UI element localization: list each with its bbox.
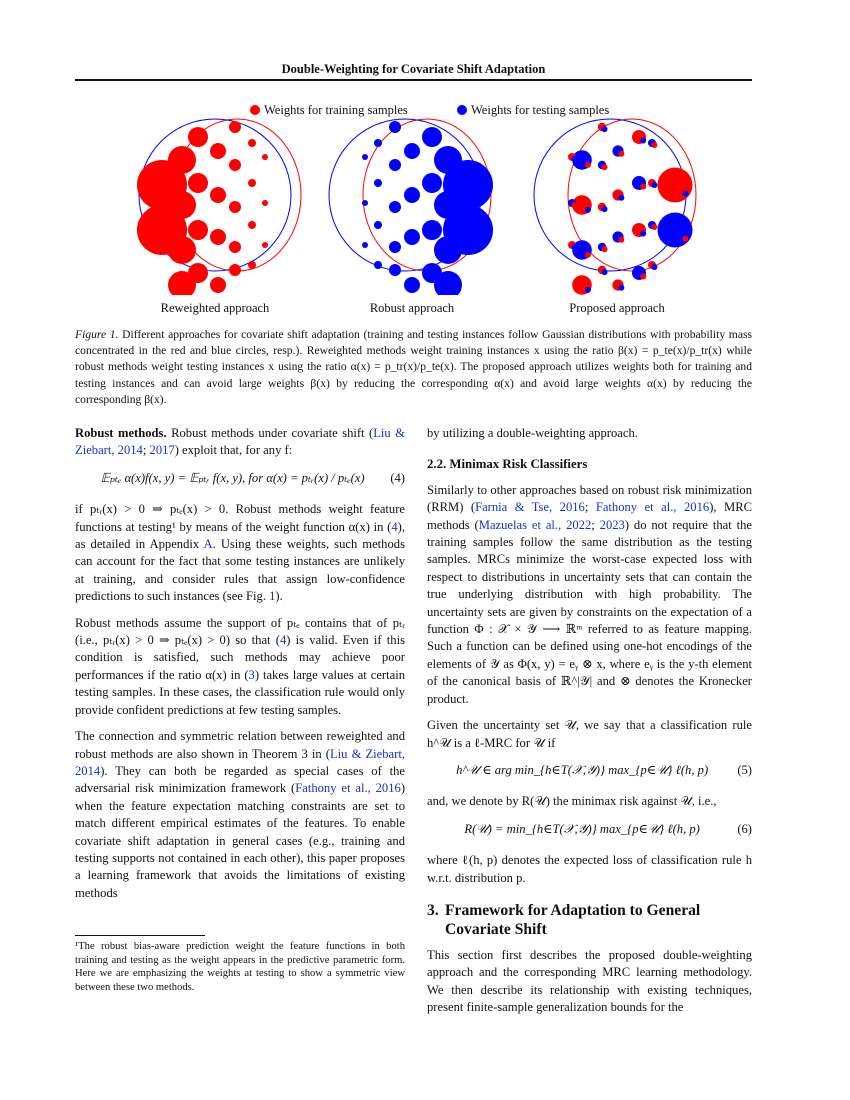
citation-link[interactable]: Liu & Ziebart, 2014 — [75, 426, 405, 458]
text-run: ) do not require that the training samples follow the same distribution as the testing samples. MRCs minimize the worst-case expected loss with respect to distributions in uncertainty sets that can contain the true underlying distribution with high probability. The uncertainty sets are given by constraints on the expectation of a function Φ : 𝒳 × 𝒴 ⟶ ℝᵐ referred to as feature mapping. Such a function can be defined using one-hot encodings of the elements of 𝒴 as Φ(x, y) = eᵧ ⊗ x, where eᵧ is the y-th element of the canonical basis of ℝ^|𝒴| and ⊗ denotes the Kronecker product. — [427, 517, 752, 706]
testing-weight-dot — [602, 269, 608, 275]
paragraph — [75, 728, 405, 902]
caption-text: Different approaches for covariate shift adaptation (training and testing instances follow Gaussian distributions with probability mass concentrated in the red and blue circles, resp.). Reweighted methods weight training instances x using the ratio β(x) = p_te(x)/p_tr(x) while robust methods weight testing instances x using the ratio α(x) = p_tr(x)/p_te(x). The proposed approach utilizes weights both for training and testing instances and can avoid large weights β(x) by reducing the corresponding α(x) and avoid large weights α(x) by reducing the corresponding β(x). — [75, 328, 752, 406]
testing-weight-dot — [618, 195, 624, 201]
testing-weight-dot — [404, 229, 420, 245]
equation-number: (5) — [737, 762, 752, 777]
running-head: Double-Weighting for Covariate Shift Adaptation — [281, 62, 546, 76]
caption-label: Figure 1. — [75, 328, 119, 341]
training-weight-dot — [262, 242, 268, 248]
training-weight-dot — [618, 151, 624, 157]
equation-body: 𝔼ₚₜₑ α(x)f(x, y) = 𝔼ₚₜᵣ f(x, y), for α(x) = pₜᵣ(x) / pₜₑ(x) — [100, 470, 365, 485]
citation-link[interactable]: Fathony et al., 2016 — [295, 781, 401, 796]
text-run: ; — [591, 517, 600, 532]
training-weight-dot — [618, 237, 624, 243]
testing-weight-dot — [374, 179, 382, 187]
equation-5 — [427, 762, 752, 779]
citation-link[interactable]: Fathony et al., 2016 — [595, 500, 710, 515]
section-heading-3 — [427, 901, 752, 939]
training-weight-dot — [585, 252, 591, 258]
training-weight-dot — [262, 154, 268, 160]
footnote: ¹The robust bias-aware prediction weight the feature functions in both training and testing as the weight appears in the predictive parametric form. Here we are emphasizing the weights at testing to show a symmetric view between these two methods. — [75, 941, 405, 993]
testing-weight-dot — [651, 182, 657, 188]
text-run: ) when the feature expectation matching constraints are set to match different empirical estimates of the features. To enable covariate shift adaptation in general cases (e.g., training and testing supports not contained in each other), this paper proposes a learning framework that avoids the limitations of existing methods — [75, 781, 406, 900]
training-weight-dot — [248, 179, 256, 187]
text-run: Given the uncertainty set 𝒰, we say that a classification rule h^𝒰 is a ℓ-MRC for 𝒰 if — [427, 718, 752, 750]
training-weight-dot — [571, 202, 577, 208]
text-run: ). — [275, 589, 283, 604]
citation-link[interactable]: 2023 — [599, 517, 625, 532]
text-run: ) is valid. Even if this condition is satisfied, such methods may achieve poor performances if the ratio α(x) in ( — [75, 633, 405, 682]
training-weight-dot — [229, 264, 241, 276]
citation-link[interactable]: Mazuelas et al., 2022 — [478, 517, 592, 532]
section-number: 3. — [427, 901, 439, 919]
training-weight-dot — [210, 187, 226, 203]
testing-weight-dot — [362, 242, 368, 248]
paragraph-heading: Robust methods. — [75, 426, 167, 440]
testing-weight-dot — [651, 264, 657, 270]
testing-weight-dot — [640, 231, 646, 237]
training-weight-dot — [248, 261, 256, 269]
citation-link[interactable]: 3 — [248, 667, 255, 682]
testing-weight-dot — [434, 146, 462, 174]
training-weight-dot — [658, 168, 693, 203]
training-weight-dot — [210, 277, 226, 293]
equation-body: h^𝒰 ∈ arg min_{h∈T(𝒳,𝒴)} max_{p∈𝒰} ℓ(h, p) — [456, 762, 709, 777]
citation-link[interactable]: 2017 — [149, 443, 175, 458]
equation-4 — [75, 470, 405, 487]
training-weight-dot — [168, 146, 196, 174]
testing-weight-dot — [683, 191, 689, 197]
testing-weight-dot — [658, 213, 693, 248]
text-run: where ℓ(h, p) denotes the expected loss of classification rule h w.r.t. distribution p. — [427, 853, 752, 885]
citation-link[interactable]: Farnia & Tse, 2016 — [475, 500, 585, 515]
testing-weight-dot — [389, 264, 401, 276]
paragraph — [427, 793, 752, 810]
testing-weight-dot — [571, 244, 577, 250]
text-run: ; — [584, 500, 596, 515]
text-run: ), as detailed in Appendix — [75, 519, 405, 552]
header-rule — [75, 79, 752, 81]
testing-weight-dot — [618, 285, 624, 291]
text-run: Robust methods under covariate shift ( — [166, 426, 374, 440]
testing-weight-dot — [374, 221, 382, 229]
training-weight-dot — [188, 127, 208, 147]
training-weight-dot — [248, 221, 256, 229]
section-title: Framework for Adaptation to General — [445, 901, 701, 919]
figure-1-illustration — [75, 95, 755, 295]
training-weight-dot — [210, 229, 226, 245]
testing-weight-dot — [585, 287, 591, 293]
panel-label-reweighted: Reweighted approach — [160, 301, 270, 315]
citation-link[interactable]: 4 — [391, 519, 398, 534]
testing-weight-dot — [374, 139, 382, 147]
text-run: ) exploit that, for any f: — [174, 443, 293, 458]
training-weight-dot — [188, 263, 208, 283]
text-run: The connection and symmetric relation between reweighted and robust methods are also shown in Theorem 3 in ( — [75, 729, 405, 761]
paragraph — [75, 615, 405, 719]
left-column — [75, 425, 405, 911]
testing-weight-dot — [389, 159, 401, 171]
training-weight-dot — [229, 121, 241, 133]
training-weight-dot — [651, 142, 657, 148]
text-run: ), MRC methods ( — [427, 500, 752, 532]
training-weight-dot — [262, 200, 268, 206]
text-run: ) takes large values at certain testing samples. In these cases, the classification rule would only provide confident predictions at few testing samples. — [75, 667, 405, 717]
equation-number: (6) — [737, 821, 752, 836]
paragraph — [427, 425, 752, 442]
text-run: This section first describes the proposed double-weighting approach and the corresponding MRC learning methodology. We then describe its relationship with existing techniques, present finite-sample generalization bounds for the — [427, 947, 752, 1015]
testing-weight-dot — [374, 261, 382, 269]
citation-link[interactable]: A — [203, 537, 213, 552]
right-column — [427, 425, 752, 1026]
testing-weight-dot — [404, 277, 420, 293]
section-heading-2-2: 2.2. Minimax Risk Classifiers — [427, 457, 588, 472]
citation-link[interactable]: 1 — [269, 589, 276, 604]
legend-label: Weights for training samples — [264, 103, 408, 117]
text-run: Robust methods assume the support of pₜₑ contains that of pₜᵣ (i.e., pₜᵣ(x) > 0 ⇒ pₜₑ(x) > 0) so that ( — [75, 615, 405, 648]
testing-weight-dot — [434, 191, 462, 219]
testing-weight-dot — [422, 263, 442, 283]
equation-number: (4) — [390, 470, 405, 485]
equation-body: R(𝒰) = min_{h∈T(𝒳,𝒴)} max_{p∈𝒰} ℓ(h, p) — [464, 821, 700, 836]
training-weight-dot — [683, 236, 689, 242]
training-weight-dot — [585, 162, 591, 168]
testing-weight-dot — [602, 126, 608, 132]
training-weight-dot — [651, 224, 657, 230]
training-weight-dot — [168, 236, 196, 264]
text-run: and, we denote by R(𝒰) the minimax risk against 𝒰, i.e., — [427, 794, 717, 809]
citation-link[interactable]: Liu & Ziebart, 2014 — [75, 746, 405, 778]
training-weight-dot — [210, 143, 226, 159]
figure-caption — [75, 327, 752, 408]
text-run: Similarly to other approaches based on robust risk minimization (RRM) ( — [427, 482, 752, 515]
paragraph — [75, 501, 405, 605]
training-weight-dot — [229, 201, 241, 213]
testing-weight-dot — [640, 138, 646, 144]
paragraph — [427, 852, 752, 887]
testing-weight-dot — [389, 121, 401, 133]
testing-weight-dot — [422, 220, 442, 240]
testing-weight-dot — [571, 156, 577, 162]
training-weight-dot — [168, 191, 196, 219]
testing-weight-dot — [389, 201, 401, 213]
training-weight-dot — [188, 220, 208, 240]
testing-weight-dot — [404, 187, 420, 203]
testing-weight-dot — [585, 207, 591, 213]
text-run: . Using these weights, such methods can account for the fact that some testing instances are unlikely at training, and consider rules that assign low-confidence predictions to such instances (see Fig. — [75, 537, 405, 604]
panel-label-robust: Robust approach — [369, 301, 455, 315]
testing-weight-dot — [389, 241, 401, 253]
testing-weight-dot — [362, 154, 368, 160]
paragraph — [427, 482, 752, 708]
training-weight-dot — [248, 139, 256, 147]
footnote-rule — [75, 935, 205, 936]
panel-label-proposed: Proposed approach — [569, 301, 665, 315]
paragraph — [427, 947, 752, 1017]
text-run: by utilizing a double-weighting approach. — [427, 426, 638, 440]
training-weight-dot — [640, 184, 646, 190]
training-weight-dot — [229, 241, 241, 253]
section-title-cont: Covariate Shift — [445, 920, 547, 938]
testing-weight-dot — [434, 236, 462, 264]
testing-weight-dot — [362, 200, 368, 206]
equation-6 — [427, 821, 752, 838]
training-weight-dot — [602, 246, 608, 252]
citation-link[interactable]: 4 — [279, 633, 287, 648]
text-run: if pₜᵣ(x) > 0 ⇒ pₜₑ(x) > 0. Robust methods weight feature functions at testing¹ by means of the weight function α(x) in ( — [75, 502, 405, 534]
legend-label: Weights for testing samples — [471, 103, 610, 117]
training-weight-dot — [602, 164, 608, 170]
testing-weight-dot — [422, 173, 442, 193]
text-run: ; — [142, 443, 150, 458]
training-weight-dot — [229, 159, 241, 171]
testing-weight-dot — [404, 143, 420, 159]
paragraph — [427, 717, 752, 752]
training-weight-dot — [640, 274, 646, 280]
training-weight-dot — [188, 173, 208, 193]
testing-weight-dot — [422, 127, 442, 147]
text-run: ). They can both be regarded as special cases of the adversarial risk minimization framework ( — [75, 763, 405, 796]
testing-weight-dot — [602, 206, 608, 212]
